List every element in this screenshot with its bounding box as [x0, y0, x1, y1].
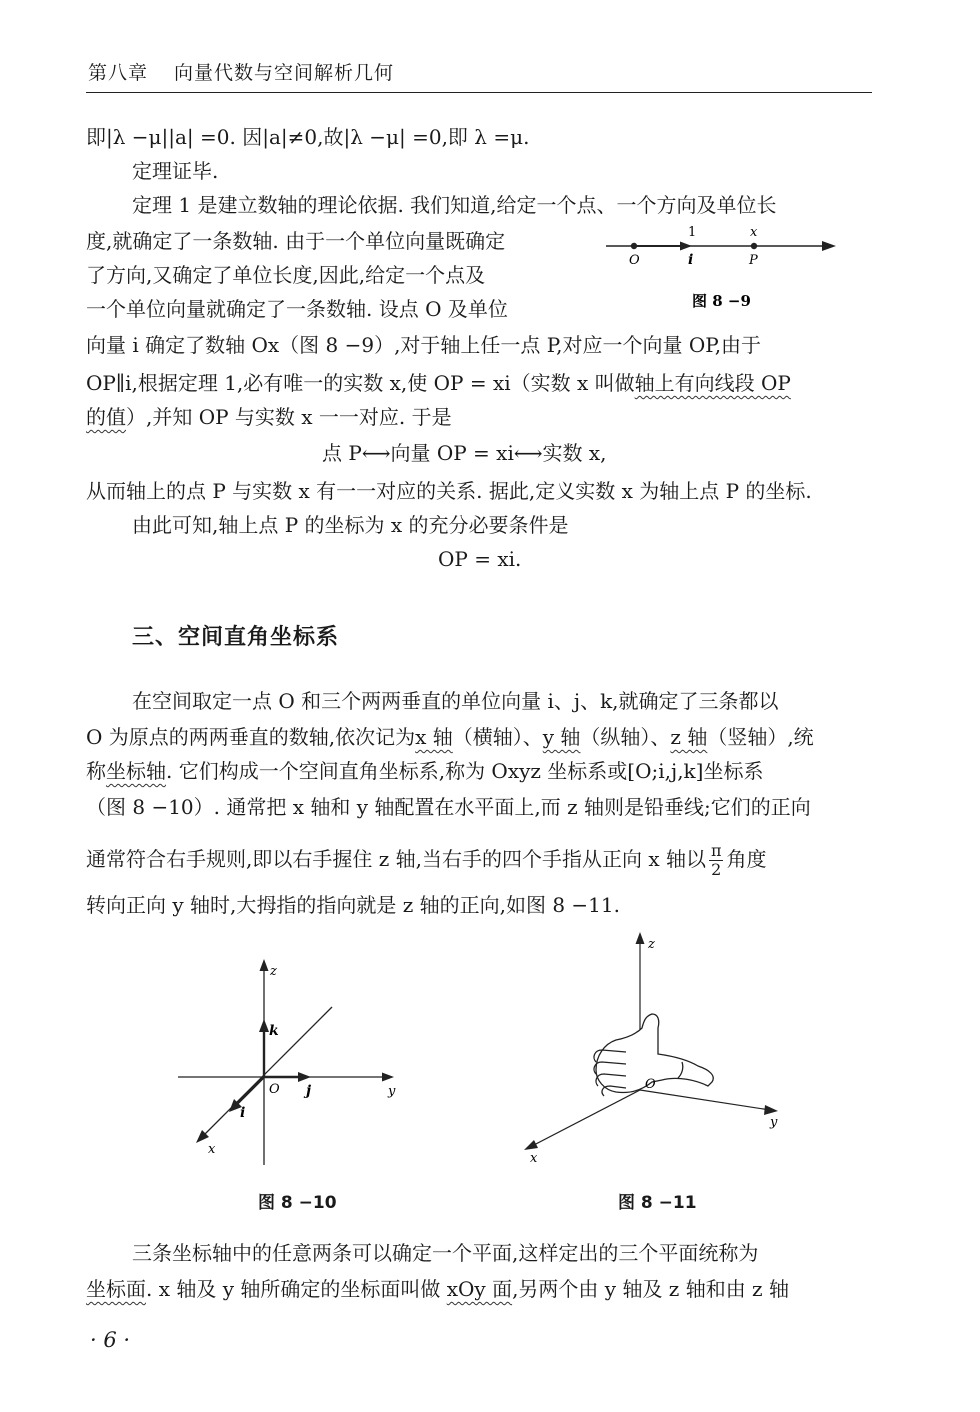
para2-line4: 一个单位向量就确定了一条数轴. 设点 O 及单位 — [86, 297, 508, 321]
para3-line5-text: 通常符合右手规则,即以右手握住 z 轴,当右手的四个手指从正向 x 轴以 — [86, 847, 706, 871]
section-title: 三、空间直角坐标系 — [132, 625, 340, 650]
term-coordinate-plane: 坐标面 — [86, 1277, 146, 1301]
label-O: O — [269, 1082, 280, 1097]
para3-line2 — [86, 724, 814, 750]
para3-line5 — [86, 842, 766, 879]
x-axis — [532, 1090, 640, 1146]
para4-line1: 三条坐标轴中的任意两条可以确定一个平面,这样定出的三个平面统称为 — [132, 1241, 759, 1265]
para3-line1: 在空间取定一点 O 和三个两两垂直的单位向量 i、j、k,就确定了三条都以 — [132, 689, 779, 713]
para1-line2: 定理证毕. — [132, 159, 219, 183]
para3-line2-text3: （纵轴）、 — [580, 725, 671, 749]
y-axis — [640, 1090, 770, 1110]
term-value: 的值 — [86, 405, 126, 429]
chapter-title: 向量代数与空间解析几何 — [174, 62, 395, 84]
label-k: k — [269, 1023, 279, 1039]
y-axis-arrow — [382, 1073, 394, 1082]
para2-line1: 定理 1 是建立数轴的理论依据. 我们知道,给定一个点、一个方向及单位长 — [132, 193, 777, 217]
para3-line2-text4: （竖轴）,统 — [707, 725, 814, 749]
para3-line2-text2: （横轴）、 — [452, 725, 543, 749]
z-axis-arrow — [636, 932, 645, 944]
fraction-denominator: 2 — [711, 860, 722, 879]
label-i: i — [240, 1105, 246, 1121]
figure-8-10 — [170, 955, 420, 1215]
para3-line3-text: 称 — [86, 759, 106, 783]
para2-line9: 从而轴上的点 P 与实数 x 有一一对应的关系. 据此,定义实数 x 为轴上点 P 的坐标. — [86, 479, 812, 503]
para2-line2: 度,就确定了一条数轴. 由于一个单位向量既确定 — [86, 229, 506, 253]
para2-line7-text: ）,并知 OP 与实数 x 一一对应. 于是 — [126, 405, 452, 429]
term-coordinate-axes: 坐标轴 — [106, 759, 166, 783]
para3-line6: 转向正向 y 轴时,大拇指的指向就是 z 轴的正向,如图 8 −11. — [86, 893, 620, 917]
running-head — [88, 58, 394, 85]
para3-line4: （图 8 −10）. 通常把 x 轴和 y 轴配置在水平面上,而 z 轴则是铅垂线;它们的正向 — [86, 795, 811, 819]
term-xoy-plane: xOy 面 — [446, 1277, 513, 1301]
fraction-numerator: π — [710, 841, 722, 860]
para2-line7 — [86, 404, 452, 430]
x-axis-arrow — [524, 1140, 538, 1150]
para3-line3-text2: . 它们构成一个空间直角坐标系,称为 Oxyz 坐标系或[O;i,j,k]坐标系 — [166, 759, 764, 783]
term-y-axis: y 轴 — [542, 725, 581, 749]
unit-vector-i — [234, 1077, 264, 1107]
z-axis-arrow — [260, 959, 269, 971]
unit-vector-arrow — [680, 242, 692, 251]
para2-line6 — [86, 370, 791, 396]
term-x-axis: x 轴 — [415, 725, 453, 749]
display-equation: OP = xi. — [438, 547, 522, 571]
para3-line5-text2: 角度 — [726, 847, 767, 871]
para1-line1: 即|λ −μ||a| =0. 因|a|≠0,故|λ −μ| =0,即 λ =μ. — [86, 125, 530, 149]
page-number: · 6 · — [90, 1328, 131, 1352]
unit-vector-k-arrow — [259, 1019, 269, 1032]
label-y: y — [388, 1084, 396, 1099]
term-directed-segment: 轴上有向线段 OP — [634, 371, 791, 395]
para3-line2-text: O 为原点的两两垂直的数轴,依次记为 — [86, 725, 416, 749]
figure-8-9 — [600, 222, 850, 312]
label-P: P — [749, 253, 758, 268]
para2-line5: 向量 i 确定了数轴 Ox（图 8 −9）,对于轴上任一点 P,对应一个向量 OP,由于 — [86, 333, 762, 357]
point-O — [631, 243, 637, 249]
label-z: z — [270, 964, 277, 979]
point-P — [751, 243, 757, 249]
header-rule — [86, 92, 872, 93]
label-j: j — [306, 1083, 312, 1099]
term-z-axis: z 轴 — [670, 725, 708, 749]
label-x: x — [750, 225, 758, 240]
label-z: z — [648, 937, 655, 952]
para2-line6-text: OP∥i,根据定理 1,必有唯一的实数 x,使 OP = xi（实数 x 叫做 — [86, 371, 635, 395]
chapter-number: 第八章 — [88, 62, 149, 84]
label-O: O — [629, 253, 640, 268]
para4-line2-text2: ,另两个由 y 轴及 z 轴和由 z 轴 — [512, 1277, 789, 1301]
para3-line3 — [86, 758, 763, 784]
para4-line2-text: . x 轴及 y 轴所确定的坐标面叫做 — [146, 1277, 447, 1301]
label-1: 1 — [688, 225, 697, 240]
label-i: i — [688, 252, 694, 268]
y-axis-arrow — [764, 1105, 778, 1115]
figure-8-11 — [512, 930, 802, 1180]
axis-arrow — [822, 241, 836, 251]
display-correspondence: 点 P⟷向量 OP = xi⟷实数 x, — [322, 441, 607, 465]
para2-line10: 由此可知,轴上点 P 的坐标为 x 的充分必要条件是 — [132, 513, 569, 537]
label-O: O — [645, 1077, 656, 1092]
figure-caption-8-11: 图 8 −11 — [618, 1193, 697, 1213]
label-x: x — [530, 1151, 538, 1166]
para2-line3: 了方向,又确定了单位长度,因此,给定一个点及 — [86, 263, 486, 287]
label-x: x — [208, 1142, 216, 1157]
figure-caption-8-10: 图 8 −10 — [258, 1193, 337, 1213]
fraction-pi-over-2 — [709, 842, 724, 879]
figure-caption-8-9: 图 8 −9 — [692, 292, 751, 310]
label-y: y — [770, 1115, 778, 1130]
para4-line2 — [86, 1276, 789, 1302]
unit-vector-j-arrow — [298, 1072, 311, 1082]
